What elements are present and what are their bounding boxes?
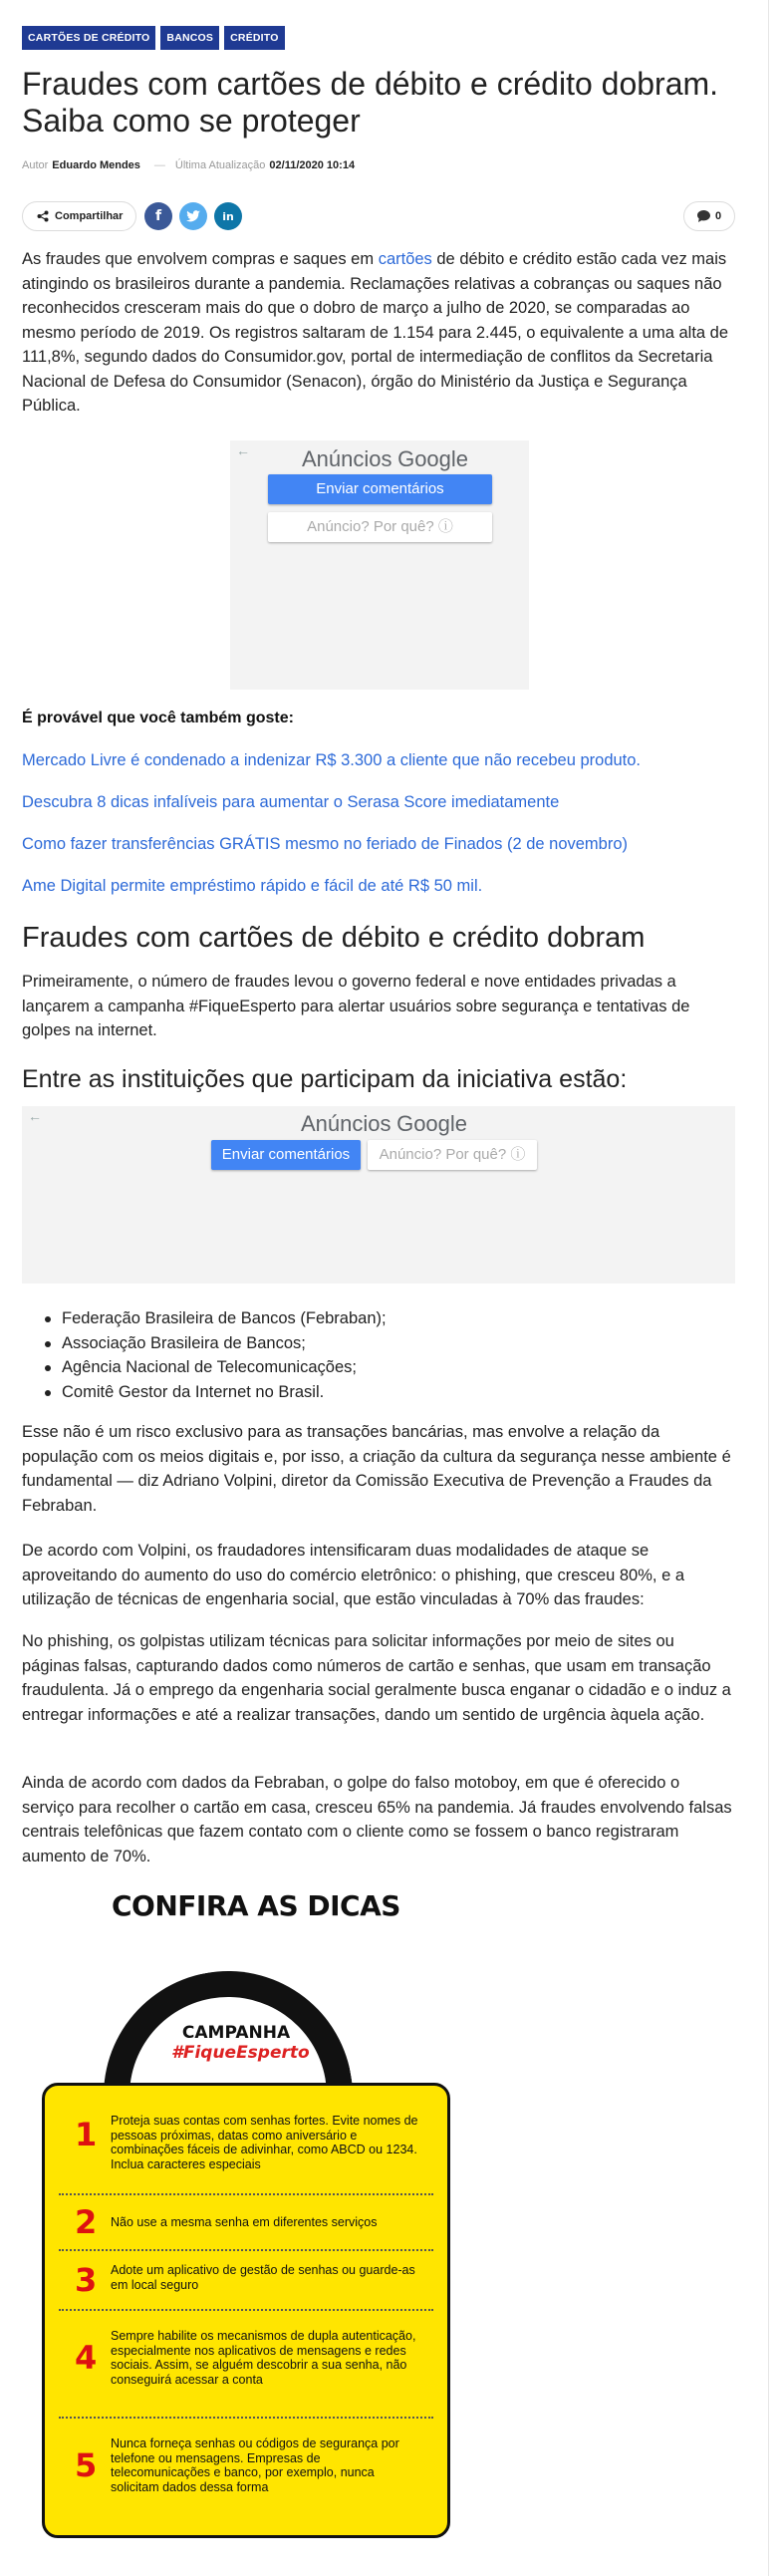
tips-panel — [42, 2083, 450, 2538]
ad-block-2 — [22, 1106, 735, 1284]
facebook-share-button[interactable] — [144, 202, 172, 230]
tip-number: 1 — [75, 2116, 98, 2153]
ad-why-button[interactable]: Anúncio? Por quê? ⓘ — [268, 512, 492, 542]
infographic-title: CONFIRA AS DICAS — [112, 1889, 400, 1922]
tip-text: Adote um aplicativo de gestão de senhas ou guarde-as em local seguro — [111, 2263, 415, 2292]
linkedin-icon: in — [222, 209, 234, 223]
meta-separator: — — [153, 159, 165, 171]
related-link-1[interactable]: Mercado Livre é condenado a indenizar R$ 3.300 a cliente que não recebeu produto. — [22, 751, 642, 769]
tip-text: Não use a mesma senha em diferentes serviços — [111, 2215, 378, 2229]
ad-label — [302, 446, 468, 472]
tip-divider — [59, 2193, 433, 2195]
tip-number: 3 — [75, 2261, 98, 2299]
category-tag-bancos[interactable]: BANCOS — [160, 26, 219, 50]
share-button[interactable] — [22, 201, 136, 231]
intro-text-start: As fraudes que envolvem compras e saques em — [22, 250, 379, 268]
category-tags — [22, 26, 285, 50]
tip-number: 4 — [75, 2339, 98, 2377]
article-meta — [22, 159, 355, 171]
section-heading-2: Entre as instituições que participam da iniciativa estão: — [22, 1065, 628, 1093]
list-item: Comitê Gestor da Internet no Brasil. — [62, 1380, 387, 1405]
related-link-4[interactable]: Ame Digital permite empréstimo rápido e fácil de até R$ 50 mil. — [22, 877, 483, 895]
institutions-list — [62, 1306, 387, 1404]
updated-label: Última Atualização — [174, 159, 266, 171]
category-tag-cartoes[interactable]: CARTÕES DE CRÉDITO — [22, 26, 155, 50]
cartoes-link[interactable]: cartões — [378, 250, 432, 268]
paragraph-attack-types: De acordo com Volpini, os fraudadores intensificaram duas modalidades de ataque se aproveitando do aumento do uso do comércio eletrônico: o phishing, que cresceu 80%, e a utilização de técnicas de engenharia social, que estão vinculadas à 70% das fraudes: — [22, 1542, 685, 1608]
ad-google-logo: Google — [396, 1111, 468, 1136]
paragraph-volpini-quote: Esse não é um risco exclusivo para as transações bancárias, mas envolve a relação da população com os meios digitais e, por isso, a criação da cultura da segurança nesse ambiente é fundamental — diz Adriano Volpini, diretor da Comissão Executiva de Prevenção a Fraudes da Febraban. — [22, 1423, 731, 1515]
right-divider — [768, 0, 769, 2576]
tip-divider — [59, 2249, 433, 2251]
tip-text: Proteja suas contas com senhas fortes. Evite nomes de pessoas próximas, datas como aniversário e combinações fáceis de adivinhar, como ABCD ou 1234. Inclua caracteres especiais — [111, 2114, 418, 2171]
category-tag-credito[interactable]: CRÉDITO — [224, 26, 284, 50]
twitter-share-button[interactable] — [179, 202, 207, 230]
ad-google-logo: Google — [397, 446, 469, 471]
ad-back-arrow-icon[interactable]: ← — [28, 1108, 42, 1124]
ad-label — [301, 1111, 467, 1137]
related-link-3[interactable]: Como fazer transferências GRÁTIS mesmo no feriado de Finados (2 de novembro) — [22, 835, 629, 853]
campaign-badge — [171, 2023, 310, 2063]
tips-infographic — [22, 1873, 490, 2541]
intro-paragraph — [22, 247, 735, 419]
share-label: Compartilhar — [55, 210, 124, 222]
section1-paragraph: Primeiramente, o número de fraudes levou o governo federal e nove entidades privadas a lançarem a campanha #FiqueEsperto para alertar usuários sobre segurança e tentativas de golpes na internet. — [22, 973, 690, 1039]
paragraph-phishing: No phishing, os golpistas utilizam técnicas para solicitar informações por meio de sites ou páginas falsas, capturando dados como números de cartão e senhas, que usam em transação fraudulenta. Já o emprego da engenharia social geralmente busca enganar o cidadão e o induz a entregar informações e até a realizar transações, dando um sentido de urgência àquela ação. — [22, 1632, 731, 1724]
ad-send-feedback-button[interactable]: Enviar comentários — [268, 474, 492, 504]
share-bar — [22, 201, 735, 233]
comment-icon — [697, 210, 710, 222]
tip-divider — [59, 2309, 433, 2311]
ad-label-text: Anúncios — [302, 446, 392, 471]
related-link-2[interactable]: Descubra 8 dicas infalíveis para aumentar o Serasa Score imediatamente — [22, 793, 560, 811]
list-item: Agência Nacional de Telecomunicações; — [62, 1355, 387, 1380]
article-title: Fraudes com cartões de débito e crédito dobram. Saiba como se proteger — [22, 66, 719, 139]
tip-number: 5 — [75, 2446, 98, 2484]
tip-divider — [59, 2417, 433, 2419]
ad-block-1 — [230, 440, 529, 690]
updated-date: 02/11/2020 10:14 — [269, 159, 356, 171]
author-name[interactable]: Eduardo Mendes — [52, 159, 140, 171]
list-item: Associação Brasileira de Bancos; — [62, 1331, 387, 1356]
facebook-icon: f — [154, 208, 162, 224]
ad-why-button[interactable]: Anúncio? Por quê? ⓘ — [368, 1140, 537, 1170]
author-label: Autor — [22, 159, 49, 171]
tip-text: Nunca forneça senhas ou códigos de segurança por telefone ou mensagens. Empresas de telecomunicações e banco, por exemplo, nunca solicitam dados dessa forma — [111, 2436, 399, 2494]
section-heading-1: Fraudes com cartões de débito e crédito dobram — [22, 922, 646, 954]
ad-back-arrow-icon[interactable]: ← — [236, 442, 250, 458]
twitter-icon — [186, 210, 200, 222]
paragraph-motoboy: Ainda de acordo com dados da Febraban, o golpe do falso motoboy, em que é oferecido o serviço para recolher o cartão em casa, cresceu 65% na pandemia. Já fraudes envolvendo falsas centrais telefônicas que fazem contato com o cliente como se fossem o banco registraram aumento de 70%. — [22, 1774, 732, 1865]
related-heading: É provável que você também goste: — [22, 710, 294, 726]
ad-label-text: Anúncios — [301, 1111, 392, 1136]
linkedin-share-button[interactable] — [214, 202, 242, 230]
campaign-hashtag: #FiqueEsperto — [171, 2043, 310, 2063]
intro-text-end: de débito e crédito estão cada vez mais atingindo os brasileiros durante a pandemia. Reclamações relativas a cobranças ou saques não reconhecidos cresceram mais do que o dobro de março a julho de 2020, se comparadas ao mesmo período de 2019. Os registros saltaram de 1.154 para 2.445, o equivalente a uma alta de 111,8%, segundo dados do Consumidor.gov, portal de intermediação de conflitos da Secretaria Nacional de Defesa do Consumidor (Senacon), órgão do Ministério da Justiça e Segurança Pública. — [22, 250, 729, 415]
campaign-label: CAMPANHA — [181, 2023, 291, 2043]
ad-send-feedback-button[interactable]: Enviar comentários — [211, 1140, 361, 1170]
comments-button[interactable] — [683, 201, 735, 231]
share-icon — [37, 210, 49, 222]
tip-text: Sempre habilite os mecanismos de dupla autenticação, especialmente nos aplicativos de mensagens e redes sociais. Assim, se alguém descobrir a sua senha, não conseguirá acessar a conta — [111, 2329, 416, 2387]
list-item: Federação Brasileira de Bancos (Febraban); — [62, 1306, 387, 1331]
comments-count: 0 — [714, 210, 722, 222]
tip-number: 2 — [75, 2203, 98, 2241]
